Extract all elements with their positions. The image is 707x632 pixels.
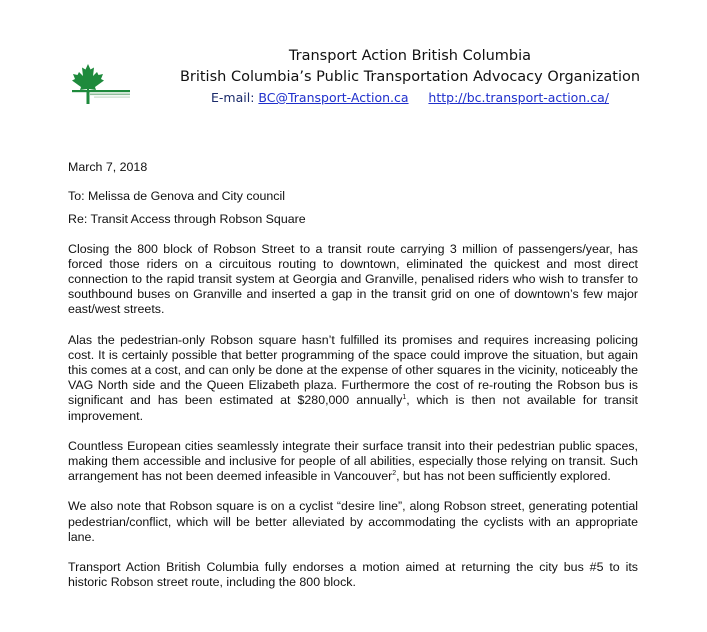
letter-body	[68, 160, 638, 590]
paragraph-2-text-end: , which is then not available for transit improvement.	[68, 393, 638, 423]
letter-date: March 7, 2018	[68, 160, 148, 174]
contact-line	[140, 88, 680, 108]
maple-leaf-logo-icon	[70, 60, 132, 106]
paragraph-3-text: Countless European cities seamlessly integrate their surface transit into their pedestrian public spaces, making them accessible and inclusive for people of all abilities, especially those relying on transit. Such arrangement has not been deemed infeasible in Vancouver	[68, 438, 638, 484]
email-link[interactable]: BC@Transport-Action.ca	[258, 90, 409, 105]
letterhead	[0, 0, 707, 120]
organization-name: Transport Action British Columbia	[288, 48, 532, 64]
paragraph-5: Transport Action British Columbia fully endorses a motion aimed at returning the city bus #5 to its historic Robson street route, including the 800 block.	[68, 560, 638, 590]
letter-subject: Re: Transit Access through Robson Square	[68, 212, 306, 227]
email-label: E-mail:	[211, 90, 255, 105]
paragraph-4: We also note that Robson square is on a cyclist “desire line”, along Robson street, generating potential pedestrian/conflict, which will be better alleviated by accommodating the cyclists with an appropriate lane.	[68, 499, 638, 544]
paragraph-2-text: Alas the pedestrian-only Robson square hasn’t fulfilled its promises and requires increasing policing cost. It is certainly possible that better programming of the space could improve the situation, but again this comes at a cost, and can only be done at the expense of other squares in the vicinity, noticeably the VAG North side and the Queen Elizabeth plaza. Furthermore the cost of re-routing the Robson bus is significant and has been estimated at $280,000 annually	[68, 332, 638, 408]
footnote-1-marker: 1	[402, 394, 407, 402]
letter-recipient: To: Melissa de Genova and City council	[68, 189, 285, 204]
paragraph-2	[68, 333, 638, 424]
paragraph-3-text-end: , but has not been sufficiently explored.	[396, 469, 611, 484]
paragraph-3	[68, 439, 638, 485]
website-link[interactable]: http://bc.transport-action.ca/	[428, 90, 609, 105]
paragraph-1: Closing the 800 block of Robson Street to a transit route carrying 3 million of passengers/year, has forced those riders on a circuitous routing to downtown, eliminated the quickest and most direct connection to the rapid transit system at Georgia and Granville, penalised riders who wish to transfer to southbound buses on Granville and inserted a gap in the transit grid on one of downtown’s few major east/west streets.	[68, 241, 638, 317]
footnote-2-marker: 2	[392, 470, 397, 478]
organization-subtitle: British Columbia’s Public Transportation Advocacy Organization	[179, 69, 641, 85]
